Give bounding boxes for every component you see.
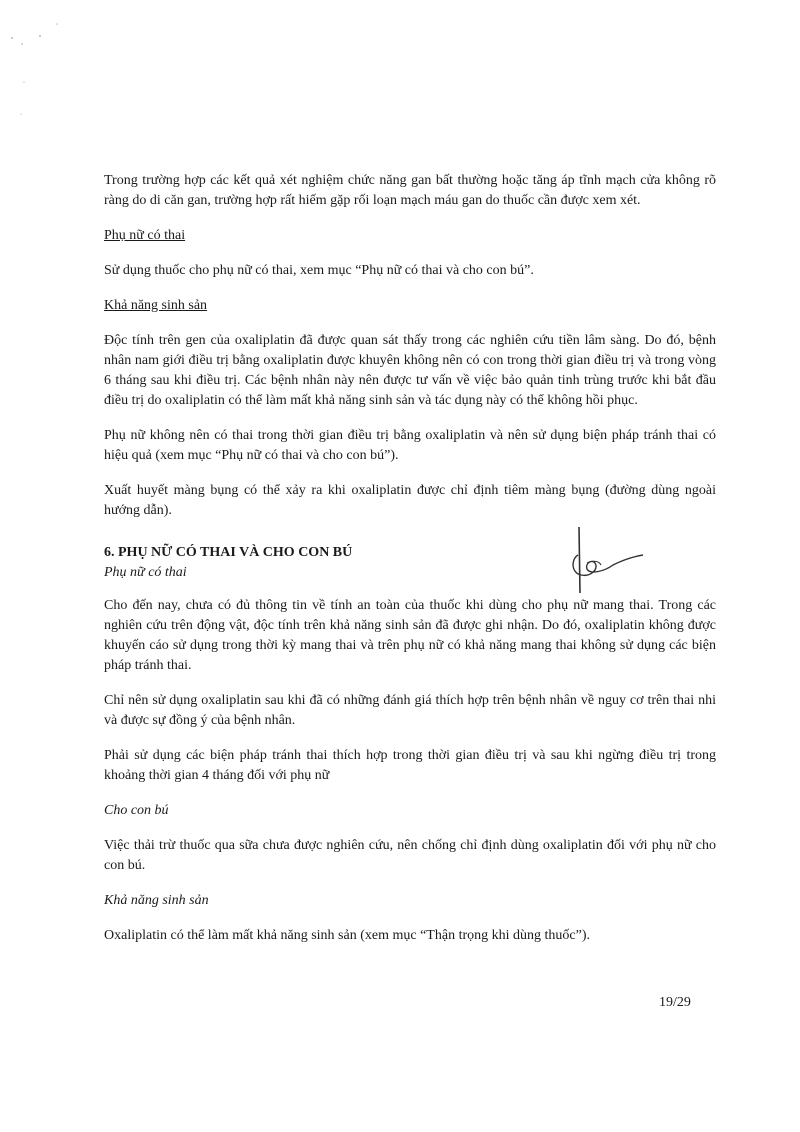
pregnancy-paragraph: Sử dụng thuốc cho phụ nữ có thai, xem mục “Phụ nữ có thai và cho con bú”. (104, 263, 534, 278)
breastfeeding-subtitle: Cho con bú (104, 803, 169, 818)
peritoneal-paragraph: Xuất huyết màng bụng có thể xảy ra khi oxaliplatin được chỉ định tiêm màng bụng (đường dùng ngoài hướng dẫn). (104, 483, 716, 518)
fertility-paragraph-2: Phụ nữ không nên có thai trong thời gian điều trị bằng oxaliplatin và nên sử dụng biện pháp tránh thai có hiệu quả (xem mục “Phụ nữ có thai và cho con bú”). (104, 428, 716, 463)
fertility-heading: Khả năng sinh sản (104, 298, 208, 313)
pregnancy-heading: Phụ nữ có thai (104, 228, 186, 243)
section-6-fertility-paragraph: Oxaliplatin có thể làm mất khả năng sinh sản (xem mục “Thận trọng khi dùng thuốc”). (104, 928, 590, 943)
fertility-paragraph-1: Độc tính trên gen của oxaliplatin đã được quan sát thấy trong các nghiên cứu tiền lâm sàng. Do đó, bệnh nhân nam giới điều trị bằng oxaliplatin được khuyên không nên có con trong thời gian điều trị và trong vòng 6 tháng sau khi điều trị. Các bệnh nhân này nên được tư vấn về việc bảo quản tinh trùng trước khi bắt đầu điều trị do oxaliplatin có thể làm mất khả năng sinh sản và tác dụng này có thể không hồi phục. (104, 333, 716, 408)
page-number: 19/29 (659, 995, 691, 1010)
liver-paragraph: Trong trường hợp các kết quả xét nghiệm chức năng gan bất thường hoặc tăng áp tĩnh mạch cửa không rõ ràng do di căn gan, trường hợp rất hiếm gặp rối loạn mạch máu gan do thuốc cần được xem xét. (104, 173, 716, 208)
section-6-pregnancy-subtitle: Phụ nữ có thai (104, 565, 187, 580)
section-6-pregnancy-paragraph-1: Cho đến nay, chưa có đủ thông tin về tính an toàn của thuốc khi dùng cho phụ nữ mang thai. Trong các nghiên cứu trên động vật, độc tính trên khả năng sinh sản đã được ghi nhận. Do đó, oxaliplatin không được khuyến cáo sử dụng trong thời kỳ mang thai và trên phụ nữ có khả năng mang thai không sử dụng các biện pháp tránh thai. (104, 598, 716, 673)
breastfeeding-paragraph: Việc thải trừ thuốc qua sữa chưa được nghiên cứu, nên chống chỉ định dùng oxaliplatin đối với phụ nữ cho con bú. (104, 838, 716, 873)
section-6-fertility-subtitle: Khả năng sinh sản (104, 893, 209, 908)
scan-specks (0, 0, 120, 140)
section-6-title: 6. PHỤ NỮ CÓ THAI VÀ CHO CON BÚ (104, 545, 353, 560)
signature-mark (565, 525, 645, 595)
section-6-pregnancy-paragraph-3: Phải sử dụng các biện pháp tránh thai thích hợp trong thời gian điều trị và sau khi ngừng điều trị trong khoảng thời gian 4 tháng đối với phụ nữ (104, 748, 716, 783)
section-6-pregnancy-paragraph-2: Chỉ nên sử dụng oxaliplatin sau khi đã có những đánh giá thích hợp trên bệnh nhân về nguy cơ trên thai nhi và được sự đồng ý của bệnh nhân. (104, 693, 716, 728)
